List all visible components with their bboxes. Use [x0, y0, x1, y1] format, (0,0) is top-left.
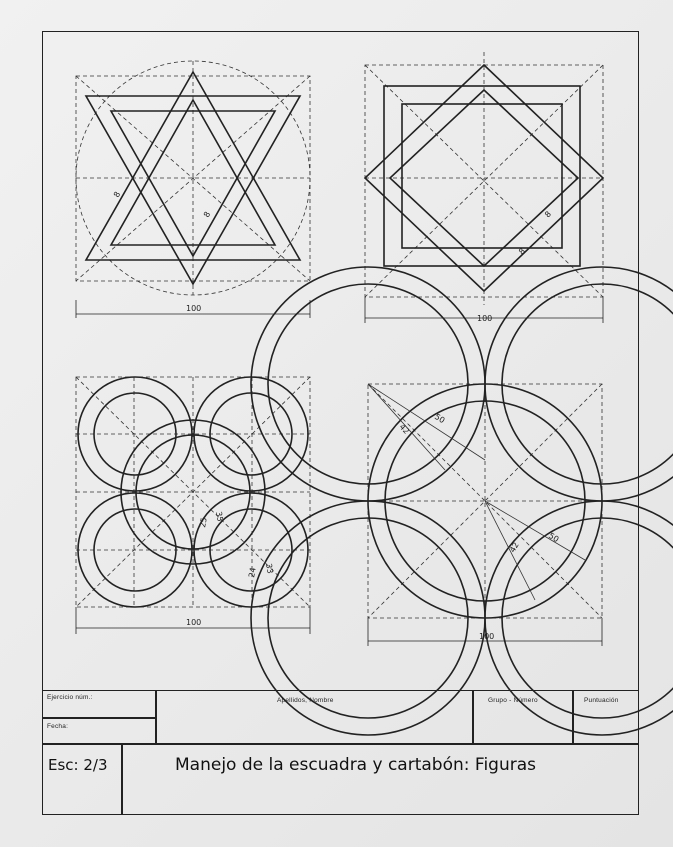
rings-label-d: 33 [264, 562, 275, 575]
arcs-dimension: 100 [479, 632, 495, 641]
rings-label-c: 24 [247, 566, 258, 579]
arcs-label-b: 50 [432, 412, 447, 426]
rings-dimension: 100 [186, 618, 202, 627]
exercise-number-label: Ejercicio núm.: [47, 694, 93, 701]
rings-label-a: 25 [198, 516, 209, 529]
circle-with-arcs-figure [251, 267, 673, 735]
name-label: Apellidos, Nombre [277, 697, 334, 704]
group-number-label: Grupo - Número [488, 697, 538, 704]
title-block [42, 690, 639, 815]
title-field [122, 744, 639, 815]
scale-field [42, 744, 122, 815]
interlocking-rings-figure [76, 377, 310, 634]
rings-label-b: 35 [214, 510, 225, 523]
star-dimension: 100 [186, 304, 202, 313]
star-label-a: 8 [111, 190, 123, 199]
name-field [156, 690, 473, 744]
drawing-title: Manejo de la escuadra y cartabón: Figuras [175, 755, 536, 775]
star-of-david-figure [76, 61, 310, 318]
scale-value: Esc: 2/3 [48, 756, 108, 774]
exercise-number-field [42, 690, 156, 718]
score-field [573, 690, 639, 744]
arcs-label-a: 42 [397, 422, 412, 436]
octagram-dimension: 100 [477, 314, 493, 323]
octagram-figure [365, 52, 603, 323]
octagram-label-b: 8 [517, 246, 528, 257]
star-label-b: 8 [201, 210, 213, 219]
arcs-label-d: 50 [546, 531, 561, 545]
arcs-label-c: 42 [507, 540, 521, 554]
date-label: Fecha: [47, 723, 69, 730]
octagram-label-a: 8 [543, 209, 554, 220]
group-number-field [473, 690, 573, 744]
date-field [42, 718, 156, 744]
score-label: Puntuación [584, 697, 619, 704]
